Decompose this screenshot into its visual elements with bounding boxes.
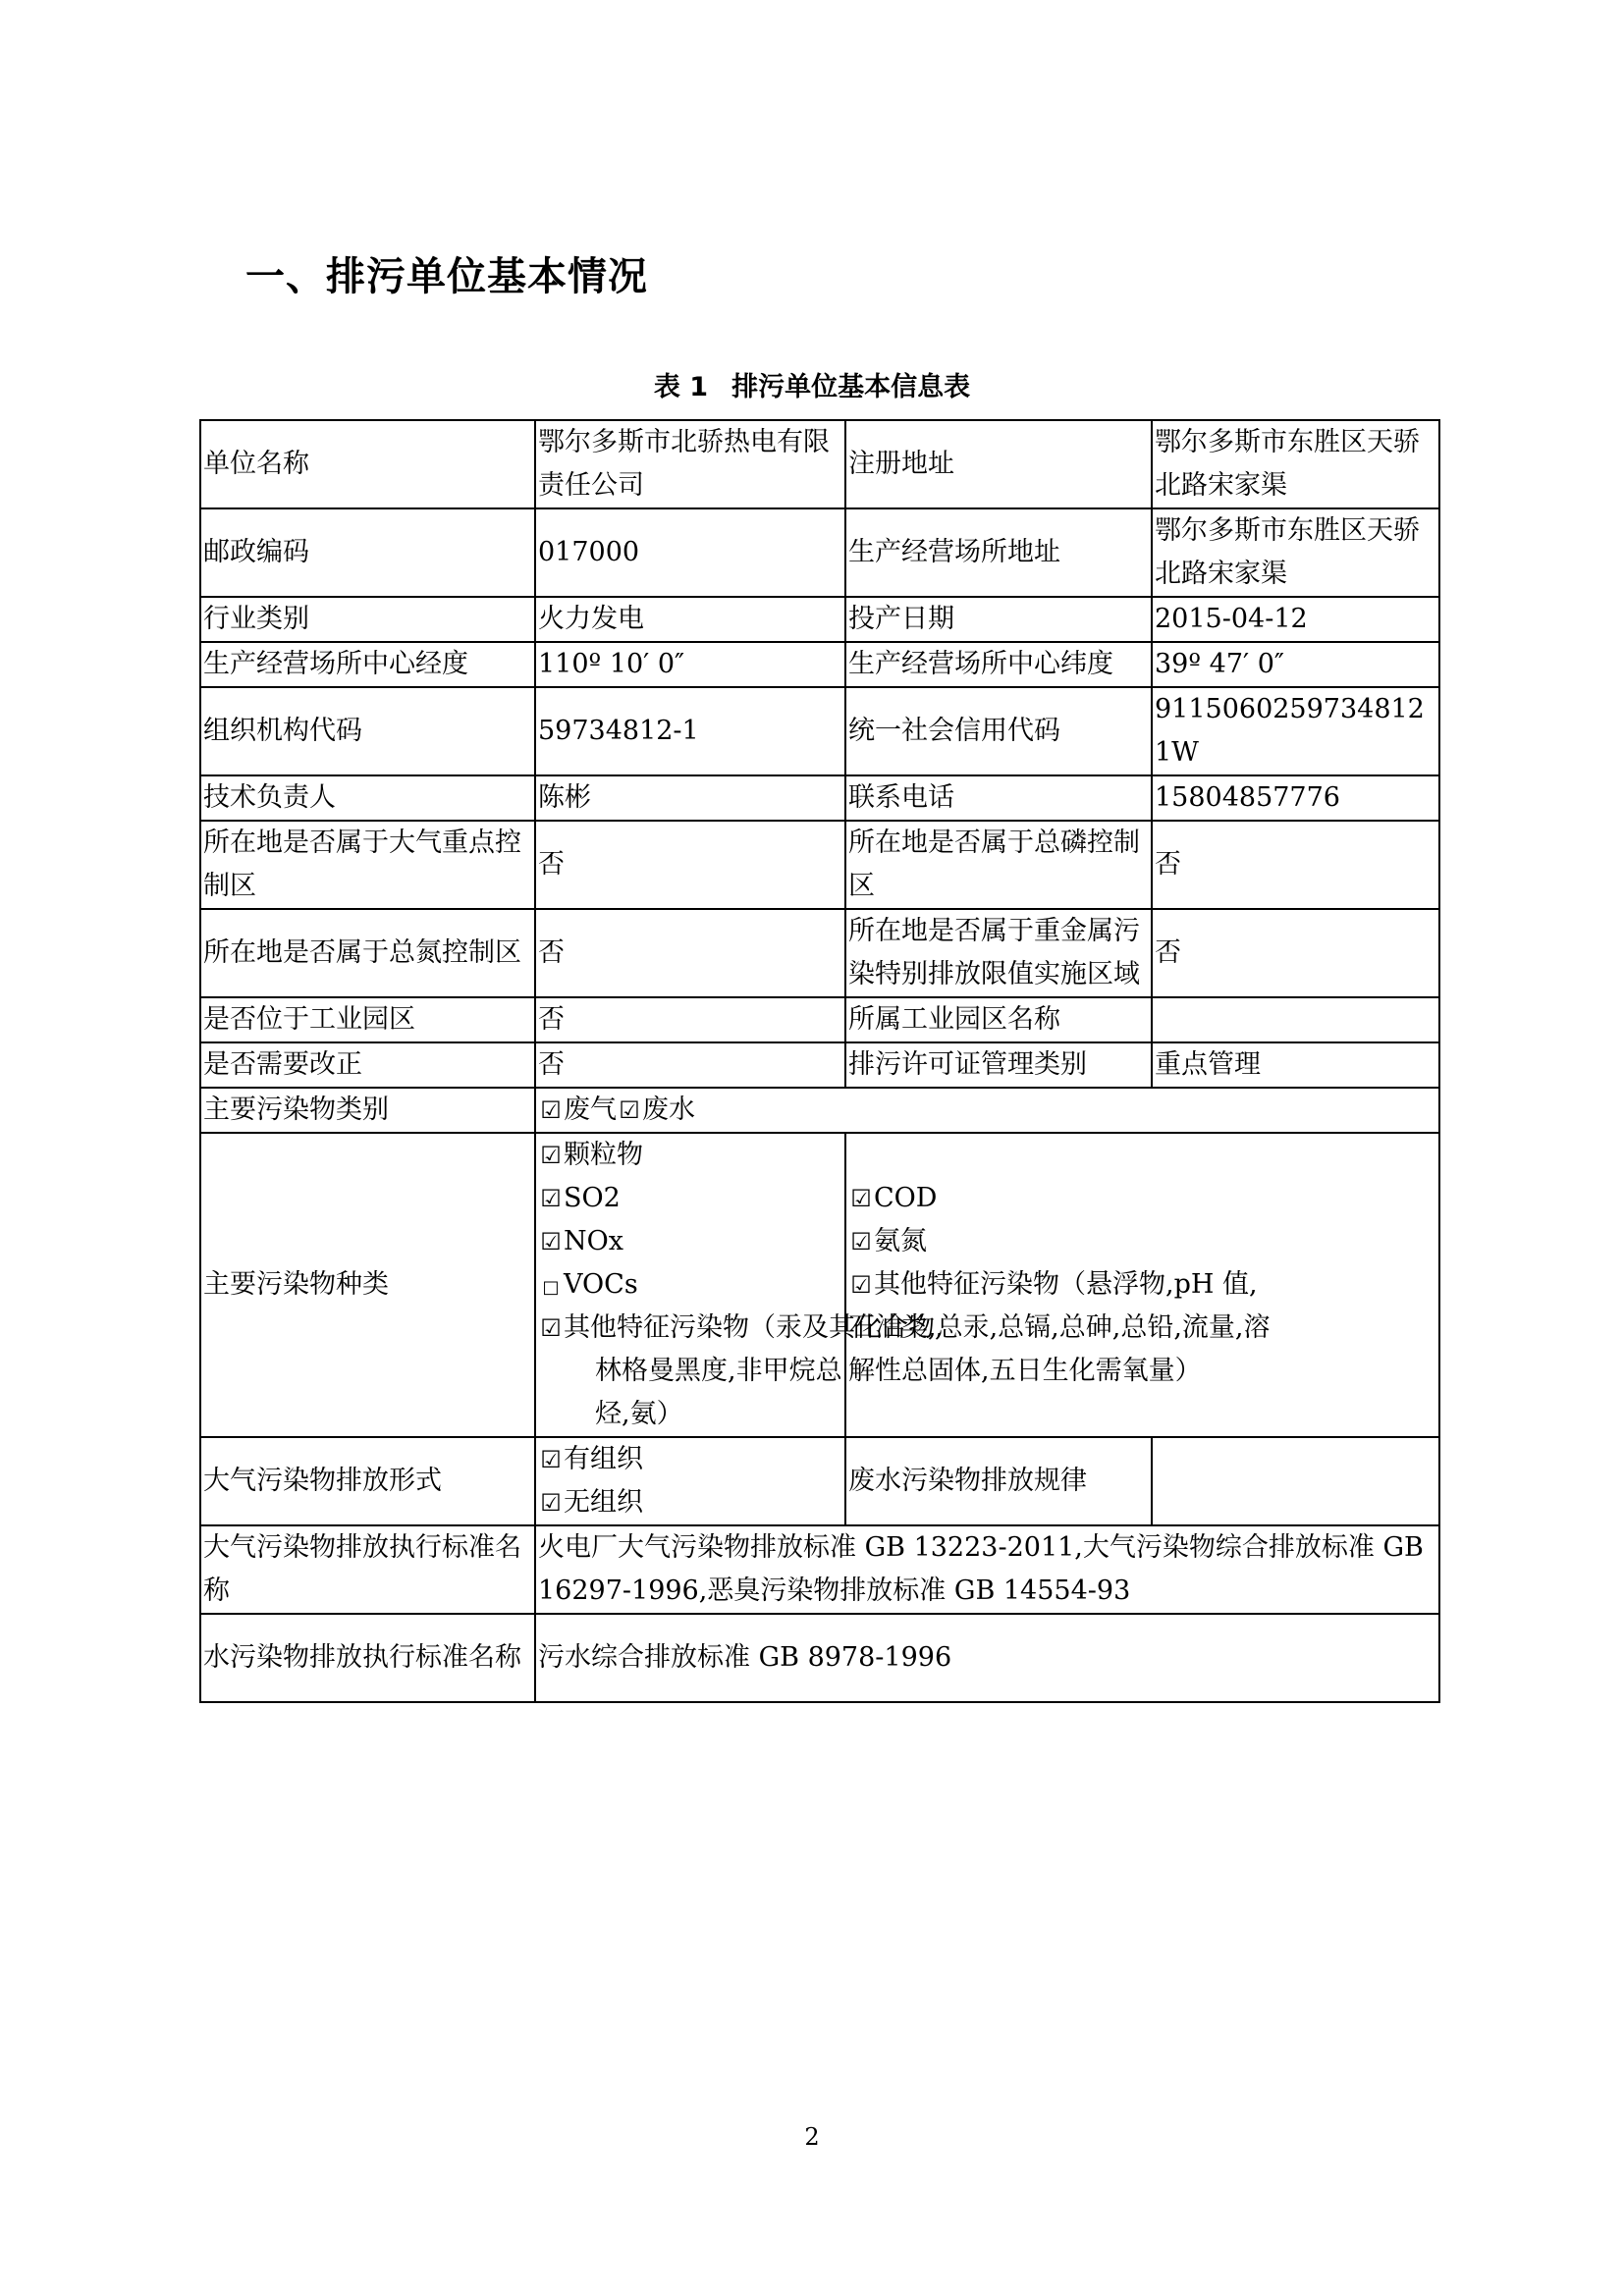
category-waste-water: 废水 bbox=[642, 1095, 695, 1125]
air-zone-value: 否 bbox=[535, 821, 845, 909]
table-row bbox=[200, 508, 1439, 597]
start-date-value: 2015-04-12 bbox=[1152, 597, 1439, 642]
air-emission-form-label: 大气污染物排放形式 bbox=[200, 1437, 535, 1525]
reg-address-value: 鄂尔多斯市东胜区天骄北路宋家渠 bbox=[1152, 420, 1439, 508]
permit-type-label: 排污许可证管理类别 bbox=[845, 1042, 1152, 1088]
basic-info-table bbox=[199, 419, 1440, 1703]
heavy-metal-value: 否 bbox=[1152, 909, 1439, 997]
tech-lead-label: 技术负责人 bbox=[200, 775, 535, 821]
checkbox-checked-icon: ☑ bbox=[540, 1228, 562, 1255]
checkbox-checked-icon: ☑ bbox=[850, 1185, 872, 1212]
checkbox-checked-icon: ☑ bbox=[540, 1314, 562, 1342]
credit-code-value: 91150602597348121W bbox=[1152, 687, 1439, 775]
phosphorus-zone-label: 所在地是否属于总磷控制区 bbox=[845, 821, 1152, 909]
table-row bbox=[200, 1133, 1439, 1437]
credit-code-label: 统一社会信用代码 bbox=[845, 687, 1152, 775]
checkbox-checked-icon: ☑ bbox=[540, 1446, 562, 1473]
phone-label: 联系电话 bbox=[845, 775, 1152, 821]
table-row bbox=[200, 687, 1439, 775]
checkbox-checked-icon: ☑ bbox=[540, 1489, 562, 1517]
table-row bbox=[200, 597, 1439, 642]
industrial-park-value: 否 bbox=[535, 997, 845, 1042]
list-item bbox=[538, 1307, 944, 1350]
park-name-value bbox=[1152, 997, 1439, 1042]
industry-label: 行业类别 bbox=[200, 597, 535, 642]
phone-value: 15804857776 bbox=[1152, 775, 1439, 821]
list-item bbox=[848, 1177, 1436, 1220]
checkbox-checked-icon: ☑ bbox=[850, 1271, 872, 1299]
phosphorus-zone-value: 否 bbox=[1152, 821, 1439, 909]
pollutant-category-label: 主要污染物类别 bbox=[200, 1088, 535, 1133]
emission-form-unorganized: 无组织 bbox=[564, 1487, 643, 1518]
checkbox-checked-icon: ☑ bbox=[540, 1185, 562, 1212]
water-standard-label: 水污染物排放执行标准名称 bbox=[200, 1614, 535, 1702]
longitude-value: 110º 10′ 0″ bbox=[535, 642, 845, 687]
list-item bbox=[538, 1177, 842, 1220]
air-other-pollutants-cont: 林格曼黑度,非甲烷总烃,氨） bbox=[595, 1356, 842, 1429]
table-row bbox=[200, 821, 1439, 909]
industry-value: 火力发电 bbox=[535, 597, 845, 642]
latitude-label: 生产经营场所中心纬度 bbox=[845, 642, 1152, 687]
section-title: 一、排污单位基本情况 bbox=[245, 254, 648, 299]
unit-name-label: 单位名称 bbox=[200, 420, 535, 508]
table-caption bbox=[0, 365, 1624, 403]
table-row bbox=[200, 775, 1439, 821]
reg-address-label: 注册地址 bbox=[845, 420, 1152, 508]
org-code-value: 59734812-1 bbox=[535, 687, 845, 775]
air-standard-value: 火电厂大气污染物排放标准 GB 13223-2011,大气污染物综合排放标准 GB16297-1996,恶臭污染物排放标准 GB 14554-93 bbox=[535, 1525, 1439, 1614]
water-other-pollutants: 其他特征污染物（悬浮物,pH 值, bbox=[874, 1269, 1258, 1300]
org-code-label: 组织机构代码 bbox=[200, 687, 535, 775]
postal-label: 邮政编码 bbox=[200, 508, 535, 597]
list-item bbox=[538, 1481, 842, 1524]
air-pollutant-label: SO2 bbox=[564, 1183, 621, 1213]
water-pollutant-label: 氨氮 bbox=[874, 1226, 927, 1256]
list-item bbox=[538, 1134, 842, 1177]
category-waste-gas: 废气 bbox=[564, 1095, 617, 1125]
table-row bbox=[200, 420, 1439, 508]
list-item bbox=[538, 1438, 842, 1481]
table-row bbox=[200, 909, 1439, 997]
water-emission-rule-label: 废水污染物排放规律 bbox=[845, 1437, 1152, 1525]
industrial-park-label: 是否位于工业园区 bbox=[200, 997, 535, 1042]
table-row bbox=[200, 1614, 1439, 1702]
water-pollutant-label: COD bbox=[874, 1183, 938, 1213]
water-emission-rule-value bbox=[1152, 1437, 1439, 1525]
table-row bbox=[200, 1437, 1439, 1525]
table-title: 排污单位基本信息表 bbox=[731, 372, 971, 402]
list-item bbox=[538, 1220, 842, 1263]
nitrogen-zone-value: 否 bbox=[535, 909, 845, 997]
tech-lead-value: 陈彬 bbox=[535, 775, 845, 821]
table-row bbox=[200, 1088, 1439, 1133]
list-item bbox=[538, 1263, 842, 1307]
longitude-label: 生产经营场所中心经度 bbox=[200, 642, 535, 687]
park-name-label: 所属工业园区名称 bbox=[845, 997, 1152, 1042]
air-other-pollutants: 其他特征污染物（汞及其化合物, bbox=[564, 1312, 944, 1343]
rectify-value: 否 bbox=[535, 1042, 845, 1088]
checkbox-checked-icon: ☑ bbox=[850, 1228, 872, 1255]
checkbox-checked-icon: ☑ bbox=[540, 1096, 562, 1124]
emission-form-organized: 有组织 bbox=[564, 1444, 643, 1474]
page-number: 2 bbox=[804, 2123, 820, 2151]
pollutant-kinds-label: 主要污染物种类 bbox=[200, 1133, 535, 1437]
table-row bbox=[200, 997, 1439, 1042]
air-emission-form-value bbox=[535, 1437, 845, 1525]
air-pollutant-label: VOCs bbox=[564, 1269, 638, 1300]
table-number: 表 1 bbox=[653, 372, 709, 402]
postal-value: 017000 bbox=[535, 508, 845, 597]
start-date-label: 投产日期 bbox=[845, 597, 1152, 642]
air-zone-label: 所在地是否属于大气重点控制区 bbox=[200, 821, 535, 909]
checkbox-checked-icon: ☑ bbox=[540, 1142, 562, 1169]
water-other-pollutants-cont: 石油类,总汞,总镉,总砷,总铅,流量,溶 bbox=[848, 1312, 1271, 1343]
nitrogen-zone-label: 所在地是否属于总氮控制区 bbox=[200, 909, 535, 997]
heavy-metal-label: 所在地是否属于重金属污染特别排放限值实施区域 bbox=[845, 909, 1152, 997]
air-standard-label: 大气污染物排放执行标准名称 bbox=[200, 1525, 535, 1614]
rectify-label: 是否需要改正 bbox=[200, 1042, 535, 1088]
checkbox-empty-icon: □ bbox=[542, 1277, 560, 1298]
checkbox-checked-icon: ☑ bbox=[619, 1096, 640, 1124]
pollutant-category-value bbox=[535, 1088, 1439, 1133]
water-standard-value: 污水综合排放标准 GB 8978-1996 bbox=[535, 1614, 1439, 1702]
permit-type-value: 重点管理 bbox=[1152, 1042, 1439, 1088]
list-item bbox=[848, 1220, 1436, 1263]
table-row bbox=[200, 1042, 1439, 1088]
table-row bbox=[200, 642, 1439, 687]
unit-name-value: 鄂尔多斯市北骄热电有限责任公司 bbox=[535, 420, 845, 508]
list-item bbox=[848, 1263, 1436, 1307]
water-pollutant-list bbox=[845, 1133, 1439, 1437]
site-address-value: 鄂尔多斯市东胜区天骄北路宋家渠 bbox=[1152, 508, 1439, 597]
water-other-pollutants-cont: 解性总固体,五日生化需氧量） bbox=[848, 1356, 1202, 1386]
latitude-value: 39º 47′ 0″ bbox=[1152, 642, 1439, 687]
air-pollutant-label: NOx bbox=[564, 1226, 623, 1256]
table-row bbox=[200, 1525, 1439, 1614]
air-pollutant-label: 颗粒物 bbox=[564, 1140, 643, 1170]
site-address-label: 生产经营场所地址 bbox=[845, 508, 1152, 597]
